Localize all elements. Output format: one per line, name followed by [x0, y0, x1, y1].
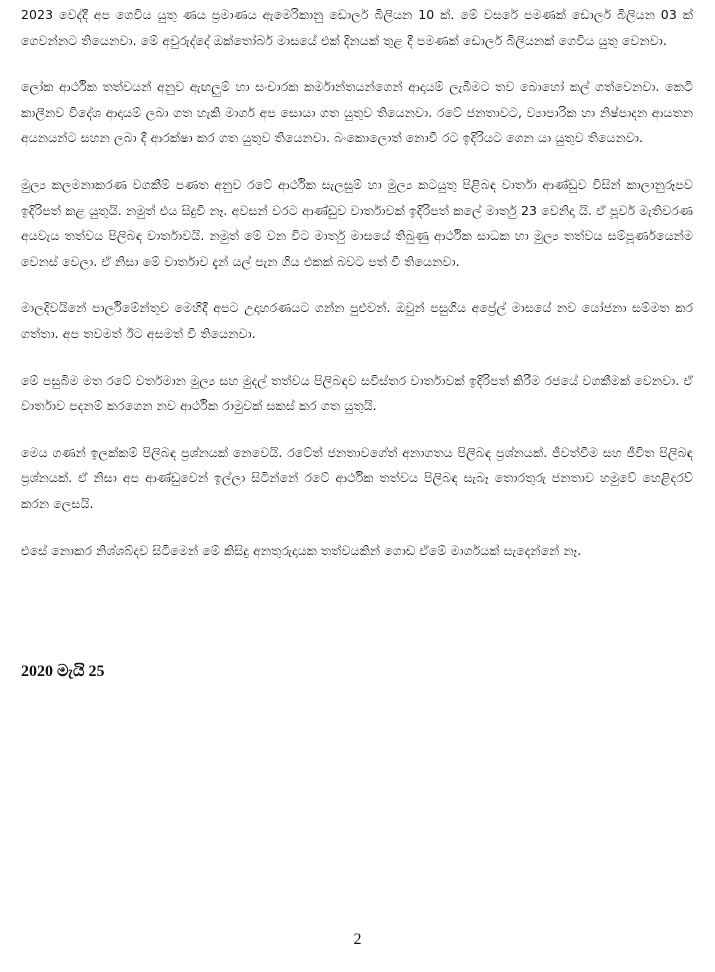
paragraph-conclusion: එසේ නොකර නිශ්ශබ්දව සිටීමෙන් මේ කිසිදු අනතුරුදායක තත්වයකින් ගොඩ ඒමේ මාර්ගයක් සැදෙන්නේ නෑ. [21, 542, 582, 558]
paragraph-debt: 2023 වෙද්දී අප ගෙවිය යුතු ණය ප්‍රමාණය ඇමෙරිකානු ඩොලර් බිලියන 10 ක්. මේ වසරේ පමණක් ඩොලර් බිලියන 03 ක් ගෙවන්නට තියෙනවා. මේ අවුරුද්දේ ඔක්තෝබර් මාසයේ එක් දිනයක් තුළ දී පමණක් ඩොලර් බිලියනක් ගෙවිය යුතු වෙනවා. [21, 7, 693, 48]
document-date: 2020 මැයි 25 [21, 663, 105, 680]
paragraph-public-future: මෙය ගණන් ඉලක්කම් පිලිබඳ ප්‍රශ්නයක් නෙවෙයි. රටේත් ජනතාවගේත් අනාගතය පිලිබඳ ප්‍රශ්නයක්. ජීවත්වීම සහ ජීවිත පිලිබඳ ප්‍රශ්නයක්. ඒ නිසා අප ආණ්ඩුවෙන් ඉල්ලා සිටින්නේ රටේ ආර්ථික තත්වය පිලිබඳ සැබෑ තොරතුරු ජනතාව හමුවේ හෙළිදරව් කරන ලෙසයි. [21, 444, 693, 511]
paragraph-economy: ලෝක ආර්ථික තත්වයන් අනුව ඇඟලුම් හා සංචාරක කර්මාන්තයන්ගෙන් ආදායම් ලැබීමට තව බොහෝ කල් ගත්වෙනවා. කෙටි කාලීනව විදේශ ආදායම් ලබා ගත හැකි මාර්ග අප සොයා ගත යුතුව තියෙනවා. රටේ ජනතාවට, ව්‍යාපාරික හා නිෂ්පාදන ආයතන අයනයන්ට සහන ලබා දී ආරක්ෂා කර ගත යුතුව තියෙනවා. බංකොලොත් නොවී රට ඉදිරියට ගෙන යා යුතුව තියෙනවා. [21, 79, 693, 146]
page-number: 2 [353, 931, 362, 948]
document-body [21, 2, 693, 584]
paragraph-maldives: මාලදිවයිනේ පාර්ලිමේන්තුව මෙහිදී අපට උදාහරණයට ගන්න පුළුවන්. ඔවුන් පසුගිය අප්‍රේල් මාසයේ නව යෝජනා සම්මත කර ගත්තා. අප තවමත් ඊට අසමත් වී තියෙනවා. [21, 300, 693, 341]
paragraph-fiscal-reports: මුල්‍ය කලමනාකරණ වගකීම් පණත අනුව රටේ ආර්ථික සැලසුම් හා මුල්‍ය කටයුතු පිළිබඳ වාර්තා ආණ්ඩුව විසින් කාලානුරූපව ඉදිරිපත් කළ යුතුයි. නමුත් එය සිදුවී නෑ. අවසන් වරට ආණ්ඩුව වාර්තාවක් ඉදිරිපත් කලේ මාර්තු 23 වෙනිදා යි. ඒ පූර්ව මැතිවරණ අයවැය තත්වය පිලිබඳ වාර්තාවයි. නමුත් මේ වන විට මාර්තු මාසයේ තිබුණු ආර්ථික සාධක හා මුල්‍ය තත්වය සම්පූර්ණයෙන්ම වෙනස් වෙලා. ඒ නිසා මේ වාර්තාව දැන් යල් පැන ගිය එකක් බවට පත් වී තියෙනවා. [21, 176, 693, 269]
paragraph-government-duty: මේ පසුබිම මත රටේ වර්තමාන මුල්‍ය සහ මුදල් තත්වය පිලිබඳව සවිස්තර වාර්තාවක් ඉදිරිපත් කිරීම රජයේ වගකීමක් වෙනවා. ඒ වාර්තාව පදනම් කරගෙන නව ආර්ථික රාමුවක් සකස් කර ගත යුතුයි. [21, 372, 693, 414]
